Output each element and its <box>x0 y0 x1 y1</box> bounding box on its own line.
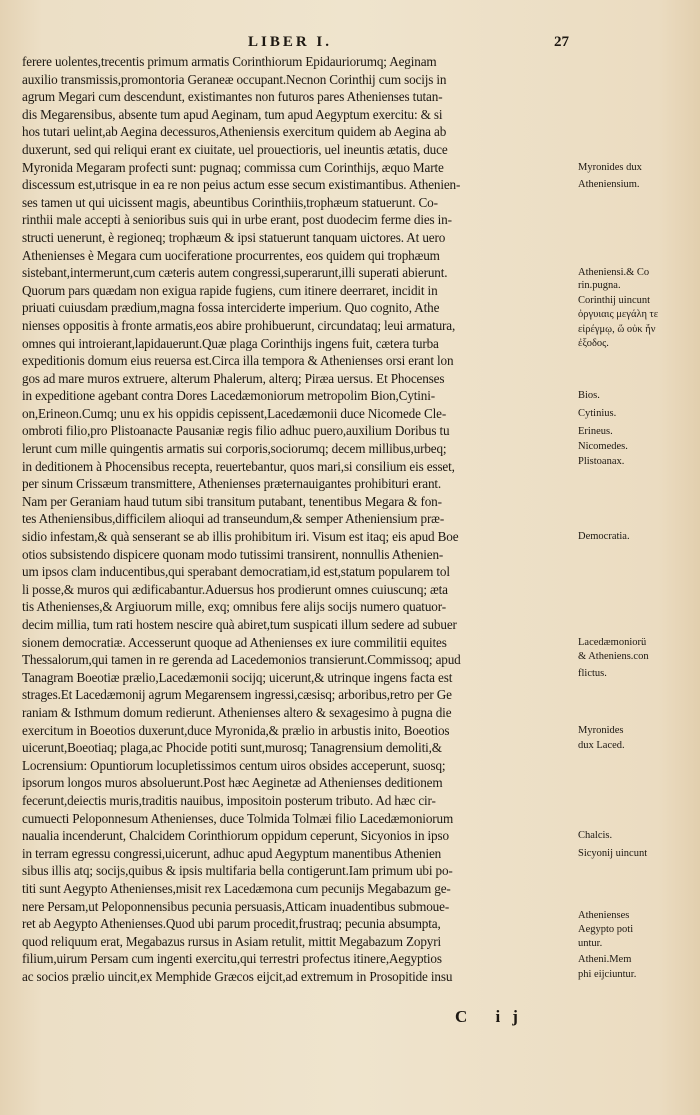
margin-note: & Atheniens.con <box>578 650 649 662</box>
text-line: fecerunt,deiectis muris,traditis nauibus, impositoin posterum tributo. Ad hæc cir- <box>22 792 436 808</box>
text-line: decim millia, tum rati hostem nescire quà abiret,tum suspicati illum sedere ad subuer <box>22 617 457 632</box>
text-line: priuati cuiusdam prædium,magna fossa interciderte imperium. Quo cognito, Athe <box>22 300 440 316</box>
text-line: cumuecti Peloponnesum Athenienses, duce Tolmida Tolmæi filio Lacedæmoniorum <box>22 810 454 826</box>
text-line: gos ad mare muros extruere, alterum Phalerum, alterq; Piræa uersus. Et Phocenses <box>22 370 445 386</box>
text-line: dis Megarensibus, absente tum apud Aeginam, tum apud Aegyptum exercitu: & si <box>22 106 443 122</box>
margin-note: Aegypto poti <box>578 923 634 935</box>
text-line: li posse,& muros qui ædificabantur.Aduersus hos prodierunt omnes cuiuscunq; æta <box>22 581 448 597</box>
main-text-column <box>22 53 582 985</box>
text-line: ret ab Aegypto Athenienses.Quod ubi parum procedit,frustraq; pecunia absumpta, <box>22 916 441 932</box>
text-line: on,Erineon.Cumq; unu ex his oppidis cepissent,Lacedæmonii duce Nicomede Cle- <box>22 405 447 421</box>
text-line: Tanagram Boeotiæ prælio,Lacedæmonii socijq; uicerunt,& utrinque ingens facta est <box>22 669 453 685</box>
text-line: lerunt cum mille quingentis armatis sui corporis,sociorumq; decem millibus,urbeq; <box>22 441 447 457</box>
marginal-notes <box>578 0 696 1115</box>
text-line: tis Athenienses,& Argiuorum mille, exq; omnibus fere alijs socijs numero quatuor- <box>22 599 446 615</box>
margin-note: Sicyonij uincunt <box>578 848 648 859</box>
text-line: omnes qui introierant,lapidauerunt.Quæ plaga Corinthijs ingens fuit, cætera turba <box>22 335 439 351</box>
margin-note: untur. <box>578 937 603 949</box>
margin-note: ὀργυιαις μεγάλη τε <box>578 309 659 321</box>
text-line: Thessalorum,qui tamen in re gerenda ad Lacedemonios transierunt.Commissoq; apud <box>22 652 461 668</box>
text-line: uicerunt,Boeotiaq; plaga,ac Phocide potiti sunt,murosq; Tanagrensium demoliti,& <box>22 740 442 756</box>
text-line: ses tamen ut qui uicissent magis, abeuntibus Corinthiis,trophæum statuerunt. Co- <box>22 194 438 210</box>
margin-note: Myronides <box>578 724 624 736</box>
margin-note: Nicomedes. <box>578 441 628 453</box>
margin-note: Atheniensi.& Co <box>578 267 650 279</box>
margin-note: Athenienses <box>578 909 630 921</box>
text-line: titi sunt Aegypto Athenienses,misit rex Lacedæmona cum pecunijs Megabazum ge- <box>22 880 451 896</box>
text-line: tes Atheniensibus,difficilem alioqui ad transeundum,& semper Atheniensium præ- <box>22 511 445 527</box>
text-line: ipsorum longos muros absoluerunt.Post hæc Aeginetæ ad Athenienses deditionem <box>22 775 443 791</box>
text-line: per sinum Crissæum transmittere, Athenienses præternauigantes prohibituri erant. <box>22 476 442 492</box>
text-line: duxerunt, sed qui reliqui erant ex ciuitate, uel prouectioris, uel ineuntis ætatis, duce <box>22 141 448 157</box>
text-line: raniam & Isthmum domum redierunt. Athenienses altero & sexagesimo à pugna die <box>22 704 452 720</box>
text-line: ferere uolentes,trecentis primum armatis Corinthiorum Epidauriorumq; Aeginam <box>22 54 437 69</box>
margin-note: phi eijciuntur. <box>578 969 637 981</box>
text-line: Locrensium: Opuntiorum locupletissimos centum uiros obsides acceperunt, suosq; <box>22 757 446 773</box>
text-line: filium,uirum Persam cum ingenti exercitu,qui terrestri profectus itinere,Aegyptios <box>22 951 442 967</box>
margin-note: Plistoanax. <box>578 455 625 467</box>
text-line: structi uenerunt, è regioneq; trophæum & ipsi statuerunt tanquam uictores. At uero <box>22 229 446 245</box>
margin-note: εἰρέγμῳ, ὥ οὐκ ἦν <box>578 323 656 335</box>
text-line: Myronida Megaram profecti sunt: pugnaq; commissa cum Corinthijs, æquo Marte <box>22 159 444 175</box>
margin-note: Lacedæmoniorü <box>578 636 647 648</box>
text-line: agrum Megari cum descendunt, existimantes non futuros pares Athenienses tutan- <box>22 89 443 105</box>
running-head: LIBER I. <box>248 34 333 50</box>
signature-mark: C ij <box>455 1007 530 1026</box>
text-line: nienses oppositis à fronte armatis,eos abire prohibuerunt, circundataq; leui armatura, <box>22 317 456 333</box>
text-line: Nam per Geraniam haud tutum sibi transitum putabant, tenentibus Megara & fon- <box>22 493 442 509</box>
text-line: exercitum in Boeotios duxerunt,duce Myronida,& prælio in arbustis inito, Boeotios <box>22 722 450 738</box>
text-line: sibus illis atq; socijs,quibus & ipsis multifaria bella contigerunt.Iam primum ubi po- <box>22 863 453 879</box>
text-line: rinthii male accepti à senioribus suis qui in urbe erant, post duodecim ferme dies in- <box>22 212 452 228</box>
text-line: expeditionis domum eius reuersa est.Circa illa tempora & Athenienses orsi erant lon <box>22 353 454 369</box>
text-line: quod reliquum erat, Megabazus rursus in Asiam retulit, mittit Megabazum Zopyri <box>22 933 441 949</box>
text-line: Athenienses è Megara cum uociferatione procurrentes, eos quidem qui trophæum <box>22 247 440 263</box>
text-line: um ipsos clam inducentibus,qui sperabant democratiam,id est,statum popularem tol <box>22 564 450 580</box>
text-line: discessum est,utrisque in ea re non peius actum esse secum existimantibus. Athenien- <box>22 177 461 193</box>
margin-note: rin.pugna. <box>578 280 621 292</box>
text-line: in deditionem à Phocensibus recepta, reuertebantur, quos mari,si consilium eis esset, <box>22 458 455 474</box>
text-line: ombroti filio,pro Plistoanacte Pausaniæ regis filio adhuc puero,auxilium Doribus tu <box>22 423 450 439</box>
text-line: sionem democratiæ. Accesserunt quoque ad Athenienses ex iure commilitii equites <box>22 634 447 650</box>
text-line: auxilio transmissis,promontoria Geraneæ occupant.Necnon Corinthij cum socijs in <box>22 71 447 87</box>
text-line: hos tutari uelint,ab Aegina decessuros,Atheniensis exercitum quidem ab Aegina ab <box>22 124 447 140</box>
page-number: 27 <box>554 34 569 50</box>
text-line: naualia incenderunt, Chalcidem Corinthiorum oppidum ceperunt, Sicyonios in ipso <box>22 828 449 844</box>
text-line: ac socios prælio uincit,ex Memphide Græcos eijcit,ad extremum in Prosopitide insu <box>22 968 453 984</box>
text-line: sistebant,intermerunt,cum cæteris autem congressi,superarunt,illi superati abierunt. <box>22 265 448 281</box>
margin-note: Atheni.Mem <box>578 954 632 966</box>
margin-note: Bios. <box>578 390 600 402</box>
text-line: nere Persam,ut Peloponnensibus pecunia persuasis,Atticam inuadentibus submoue- <box>22 898 450 914</box>
margin-note: Atheniensium. <box>578 179 640 191</box>
text-line: sidio infestam,& quà senserant se ab illis prohibitum iri. Visum est itaq; eis apud Boe <box>22 529 459 545</box>
text-line: in terram egressu congressi,uicerunt, adhuc apud Aegyptum manentibus Athenien <box>22 845 442 861</box>
margin-note: Erineus. <box>578 425 613 437</box>
margin-note: dux Laced. <box>578 739 625 751</box>
margin-note: flictus. <box>578 668 607 680</box>
text-line: otios subsistendo dispicere quonam modo tutissimi transirent, nonnullis Athenien- <box>22 546 444 562</box>
margin-note: Cytinius. <box>578 408 617 419</box>
margin-note: Democratia. <box>578 531 630 543</box>
margin-note: ἐξοδος. <box>578 337 609 349</box>
text-line: Quorum pars quædam non exigua rapide fugiens, cum itinere deerraret, incidit in <box>22 282 438 298</box>
margin-note: Myronides dux <box>578 161 642 173</box>
text-line: strages.Et Lacedæmonij agrum Megarensem ingressi,cæsisq; arboribus,retro per Ge <box>22 687 452 703</box>
text-line: in expeditione agebant contra Dores Lacedæmoniorum metropolim Bion,Cytini- <box>22 388 435 404</box>
margin-note: Corinthij uincunt <box>578 295 651 307</box>
margin-note: Chalcis. <box>578 830 613 842</box>
